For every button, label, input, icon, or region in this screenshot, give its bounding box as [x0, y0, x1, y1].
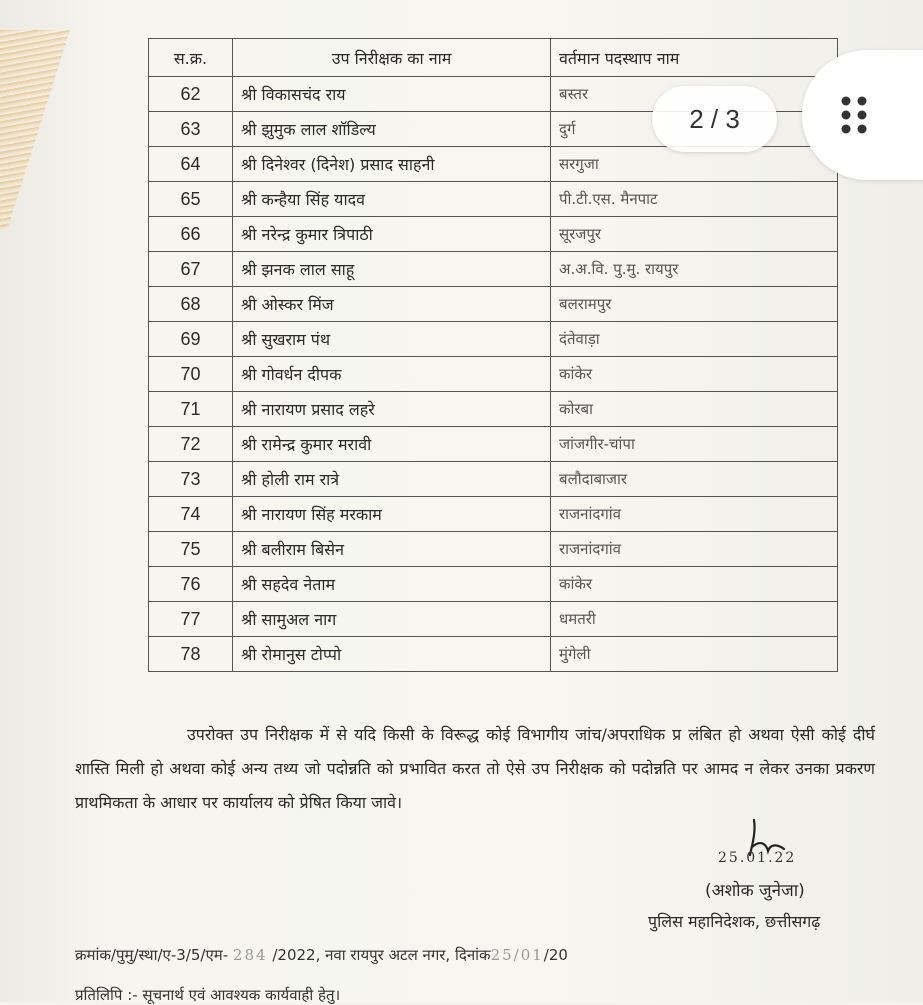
officer-name-cell: श्री गोवर्धन दीपक — [233, 357, 551, 392]
reference-date: 25/01 — [490, 946, 544, 964]
table-row — [149, 322, 838, 357]
posting-cell: कांकेर — [551, 357, 838, 392]
copy-line: प्रतिलिपि :- सूचनार्थ एवं आवश्यक कार्यवाही हेतु। — [75, 986, 341, 1004]
reference-number: 284 — [232, 946, 268, 964]
table-row — [149, 602, 838, 637]
header-serial-no: स.क्र. — [149, 39, 233, 77]
table-row — [149, 462, 838, 497]
instruction-paragraph — [75, 718, 875, 820]
header-current-posting: वर्तमान पदस्थाप नाम — [551, 39, 838, 77]
posting-cell: अ.अ.वि. पु.मु. रायपुर — [551, 252, 838, 287]
serial-no-cell: 62 — [149, 77, 233, 112]
posting-cell: राजनांदगांव — [551, 497, 838, 532]
page-indicator: 2 / 3 — [652, 86, 777, 152]
officer-name-cell: श्री बलीराम बिसेन — [233, 532, 551, 567]
officer-name-cell: श्री रोमानुस टोप्पो — [233, 637, 551, 672]
reference-middle: /2022, नवा रायपुर अटल नगर, दिनांक — [272, 946, 491, 964]
serial-no-cell: 76 — [149, 567, 233, 602]
posting-cell: पी.टी.एस. मैनपाट — [551, 182, 838, 217]
posting-cell: सूरजपुर — [551, 217, 838, 252]
reference-suffix: /20 — [543, 946, 568, 964]
officer-name-cell: श्री कन्हैया सिंह यादव — [233, 182, 551, 217]
serial-no-cell: 69 — [149, 322, 233, 357]
serial-no-cell: 72 — [149, 427, 233, 462]
officer-name-cell: श्री ओस्कर मिंज — [233, 287, 551, 322]
officer-name-cell: श्री रामेन्द्र कुमार मरावी — [233, 427, 551, 462]
table-header-row — [149, 39, 838, 77]
table-row — [149, 427, 838, 462]
serial-no-cell: 73 — [149, 462, 233, 497]
serial-no-cell: 63 — [149, 112, 233, 147]
posting-cell: बलौदाबाजार — [551, 462, 838, 497]
table-row — [149, 637, 838, 672]
officer-name-cell: श्री विकासचंद राय — [233, 77, 551, 112]
paragraph-text: उपरोक्त उप निरीक्षक में से यदि किसी के विरूद्ध कोई विभागीय जांच/अपराधिक प्र लंबित हो अथवा ऐसी कोई दीर्घ शास्ति मिली हो अथवा कोई अन्य तथ्य जो पदोन्नति को प्रभावित करत तो ऐसे उप निरीक्षक को पदोन्नति पर आमद न लेकर उनका प्रकरण प्राथमिकता के आधार पर कार्यालय को प्रेषित किया जावे। — [75, 725, 875, 812]
table-row — [149, 182, 838, 217]
table-row — [149, 287, 838, 322]
table-row — [149, 392, 838, 427]
serial-no-cell: 78 — [149, 637, 233, 672]
page-edge-shadow — [0, 30, 70, 230]
serial-no-cell: 75 — [149, 532, 233, 567]
serial-no-cell: 70 — [149, 357, 233, 392]
signatory-title: पुलिस महानिदेशक, छत्तीसगढ़ — [648, 912, 821, 931]
viewer-menu-button[interactable] — [802, 50, 923, 180]
officer-name-cell: श्री नरेन्द्र कुमार त्रिपाठी — [233, 217, 551, 252]
posting-cell: सरगुजा — [551, 147, 838, 182]
serial-no-cell: 68 — [149, 287, 233, 322]
officer-name-cell: श्री झुमुक लाल शॉडिल्य — [233, 112, 551, 147]
posting-cell: राजनांदगांव — [551, 532, 838, 567]
posting-cell: दुर्ग — [551, 112, 838, 147]
serial-no-cell: 77 — [149, 602, 233, 637]
posting-cell: जांजगीर-चांपा — [551, 427, 838, 462]
table-row — [149, 252, 838, 287]
table-row — [149, 567, 838, 602]
officer-name-cell: श्री नारायण प्रसाद लहरे — [233, 392, 551, 427]
posting-cell: बलरामपुर — [551, 287, 838, 322]
table-body — [149, 77, 838, 672]
posting-cell: दंतेवाड़ा — [551, 322, 838, 357]
officer-name-cell: श्री होली राम रात्रे — [233, 462, 551, 497]
serial-no-cell: 74 — [149, 497, 233, 532]
officer-name-cell: श्री झनक लाल साहू — [233, 252, 551, 287]
posting-cell: बस्तर — [551, 77, 838, 112]
posting-cell: कांकेर — [551, 567, 838, 602]
header-officer-name: उप निरीक्षक का नाम — [233, 39, 551, 77]
reference-line — [75, 945, 568, 965]
officer-name-cell: श्री दिनेश्वर (दिनेश) प्रसाद साहनी — [233, 147, 551, 182]
grid-dots-icon — [840, 95, 870, 135]
officer-name-cell: श्री सुखराम पंथ — [233, 322, 551, 357]
serial-no-cell: 71 — [149, 392, 233, 427]
posting-cell: कोरबा — [551, 392, 838, 427]
table-row — [149, 497, 838, 532]
table-row — [149, 217, 838, 252]
serial-no-cell: 65 — [149, 182, 233, 217]
signatory-name: (अशोक जुनेजा) — [705, 881, 805, 901]
officer-name-cell: श्री सहदेव नेताम — [233, 567, 551, 602]
reference-prefix: क्रमांक/पुमु/स्था/ए-3/5/एम- — [75, 946, 229, 964]
officer-name-cell: श्री सामुअल नाग — [233, 602, 551, 637]
posting-cell: मुंगेली — [551, 637, 838, 672]
posting-cell: धमतरी — [551, 602, 838, 637]
serial-no-cell: 67 — [149, 252, 233, 287]
table-row — [149, 532, 838, 567]
serial-no-cell: 66 — [149, 217, 233, 252]
serial-no-cell: 64 — [149, 147, 233, 182]
officer-name-cell: श्री नारायण सिंह मरकाम — [233, 497, 551, 532]
table-row — [149, 357, 838, 392]
signature-date: 25.01.22 — [718, 850, 797, 866]
